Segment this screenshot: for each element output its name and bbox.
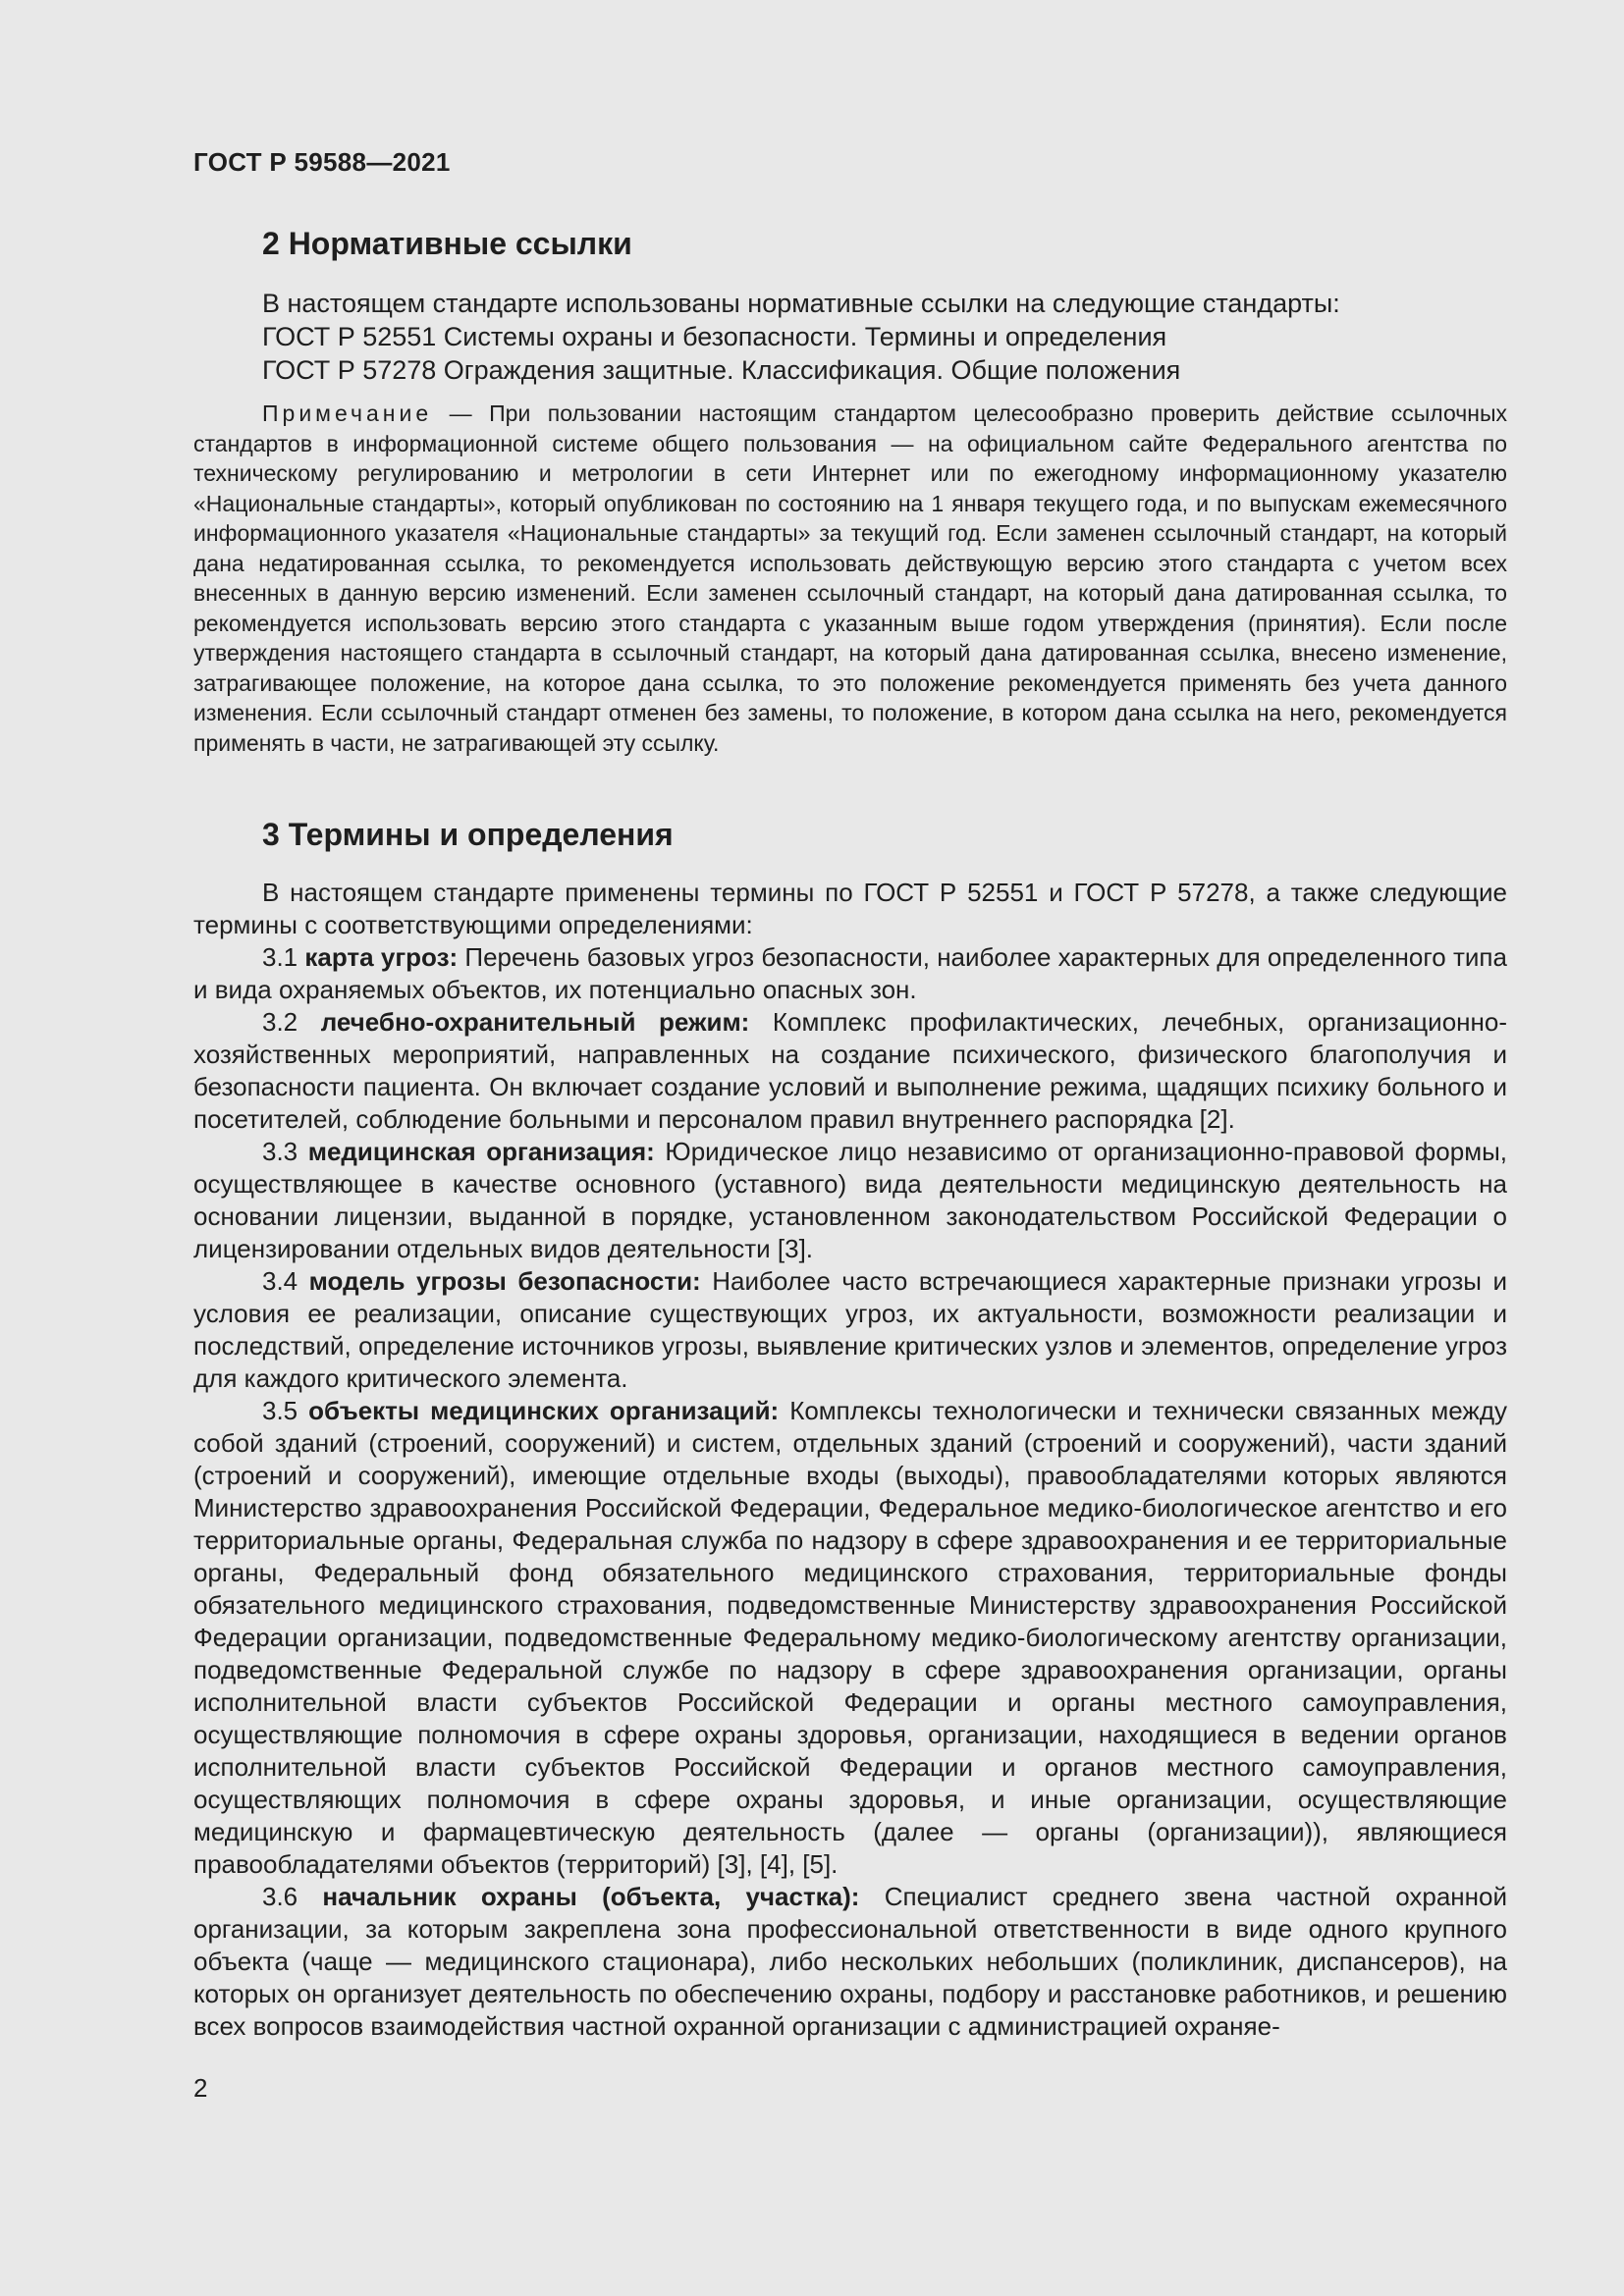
term-number: 3.6 — [262, 1882, 298, 1911]
document-header: ГОСТ Р 59588—2021 — [193, 147, 451, 177]
term-definition: Комплекс профилактических, лечебных, организационно-хозяйственных мероприятий, направленных на создание психического, физического благополучия и безопасности пациента. Он включает создание условий и выполнение режима, щадящих психику больного и посетителей, соблюдение больными и персоналом правил внутреннего распорядка [2]. — [193, 1007, 1507, 1134]
section-2-title: 2 Нормативные ссылки — [262, 226, 632, 261]
term-number: 3.1 — [262, 942, 298, 972]
term-entry — [193, 1006, 1507, 1136]
normative-ref: ГОСТ Р 57278 Ограждения защитные. Классификация. Общие положения — [262, 355, 1181, 385]
section-2-body — [193, 287, 1507, 387]
term-entry — [193, 1881, 1507, 2043]
normative-ref: ГОСТ Р 52551 Системы охраны и безопасности. Термины и определения — [262, 322, 1167, 351]
section-2-intro: В настоящем стандарте использованы нормативные ссылки на следующие стандарты: — [262, 289, 1340, 318]
term-number: 3.4 — [262, 1266, 298, 1296]
term-name: объекты медицинских организаций: — [308, 1396, 780, 1425]
term-number: 3.5 — [262, 1396, 298, 1425]
term-entry — [193, 1265, 1507, 1395]
section-2-note — [193, 399, 1507, 758]
note-label: Примечание — [262, 400, 433, 426]
term-name: медицинская организация: — [307, 1137, 655, 1166]
section-3-title: 3 Термины и определения — [262, 817, 674, 852]
term-definition: Наиболее часто встречающиеся характерные признаки угрозы и условия ее реализации, описание существующих угроз, их актуальности, возможности реализации и последствий, определение источников угрозы, выявление критических узлов и элементов, определение угроз для каждого критического элемента. — [193, 1266, 1507, 1393]
term-definition: Юридическое лицо независимо от организационно-правовой формы, осуществляющее в качестве основного (уставного) вида деятельности медицинскую деятельность на основании лицензии, выданной в порядке, установленном законодательством Российской Федерации о лицензировании отдельных видов деятельности [3]. — [193, 1137, 1508, 1263]
term-definition: Перечень базовых угроз безопасности, наиболее характерных для определенного типа и вида охраняемых объектов, их потенциально опасных зон. — [193, 942, 1507, 1004]
term-name: начальник охраны (объекта, участка): — [322, 1882, 860, 1911]
term-name: карта угроз: — [304, 942, 459, 972]
page-number: 2 — [193, 2073, 208, 2103]
section-3-body — [193, 877, 1507, 2043]
term-name: лечебно-охранительный режим: — [320, 1007, 750, 1037]
term-entry — [193, 1136, 1507, 1265]
term-number: 3.3 — [262, 1137, 298, 1166]
term-definition: Комплексы технологически и технически связанных между собой зданий (строений, сооружений) и систем, отдельных зданий (строений и сооружений), части зданий (строений и сооружений), имеющие отдельные входы (выходы), правообладателями которых являются Министерство здравоохранения Российской Федерации, Федеральное медико-биологическое агентство и его территориальные органы, Федеральная служба по надзору в сфере здравоохранения и ее территориальные органы, Федеральный фонд обязательного медицинского страхования, территориальные фонды обязательного медицинского страхования, подведомственные Министерству здравоохранения Российской Федерации организации, подведомственные Федеральному медико-биологическому агентству организации, подведомственные Федеральной службе по надзору в сфере здравоохранения организации, органы исполнительной власти субъектов Российской Федерации и органы местного самоуправления, осуществляющие полномочия в сфере охраны здоровья, организации, находящиеся в ведении органов исполнительной власти субъектов Российской Федерации и органов местного самоуправления, осуществляющих полномочия в сфере охраны здоровья, и иные организации, осуществляющие медицинскую и фармацевтическую деятельность (далее — органы (организации)), являющиеся правообладателями объектов (территорий) [3], [4], [5]. — [193, 1396, 1507, 1879]
term-name: модель угрозы безопасности: — [308, 1266, 701, 1296]
section-3-intro: В настоящем стандарте применены термины по ГОСТ Р 52551 и ГОСТ Р 57278, а также следующие термины с соответствующими определениями: — [193, 878, 1507, 939]
term-entry — [193, 1395, 1507, 1881]
term-entry — [193, 941, 1507, 1006]
note-text: При пользовании настоящим стандартом целесообразно проверить действие ссылочных стандартов в информационной системе общего пользования — на официальном сайте Федерального агентства по техническому регулированию и метрологии в сети Интернет или по ежегодному информационному указателю «Национальные стандарты», который опубликован по состоянию на 1 января текущего года, и по выпускам ежемесячного информационного указателя «Национальные стандарты» за текущий год. Если заменен ссылочный стандарт, на который дана недатированная ссылка, то рекомендуется использовать действующую версию этого стандарта с учетом всех внесенных в данную версию изменений. Если заменен ссылочный стандарт, на который дана датированная ссылка, то рекомендуется использовать версию этого стандарта с указанным выше годом утверждения (принятия). Если после утверждения настоящего стандарта в ссылочный стандарт, на который дана датированная ссылка, внесено изменение, затрагивающее положение, на которое дана ссылка, то это положение рекомендуется применять без учета данного изменения. Если ссылочный стандарт отменен без замены, то положение, в котором дана ссылка на него, рекомендуется применять в части, не затрагивающей эту ссылку. — [193, 400, 1507, 756]
term-number: 3.2 — [262, 1007, 298, 1037]
note-dash: — — [432, 400, 490, 426]
term-definition: Специалист среднего звена частной охранной организации, за которым закреплена зона профессиональной ответственности в виде одного крупного объекта (чаще — медицинского стационара), либо нескольких небольших (поликлиник, диспансеров), на которых он организует деятельность по обеспечению охраны, подбору и расстановке работников, и решению всех вопросов взаимодействия частной охранной организации с администрацией охраняе- — [193, 1882, 1507, 2041]
